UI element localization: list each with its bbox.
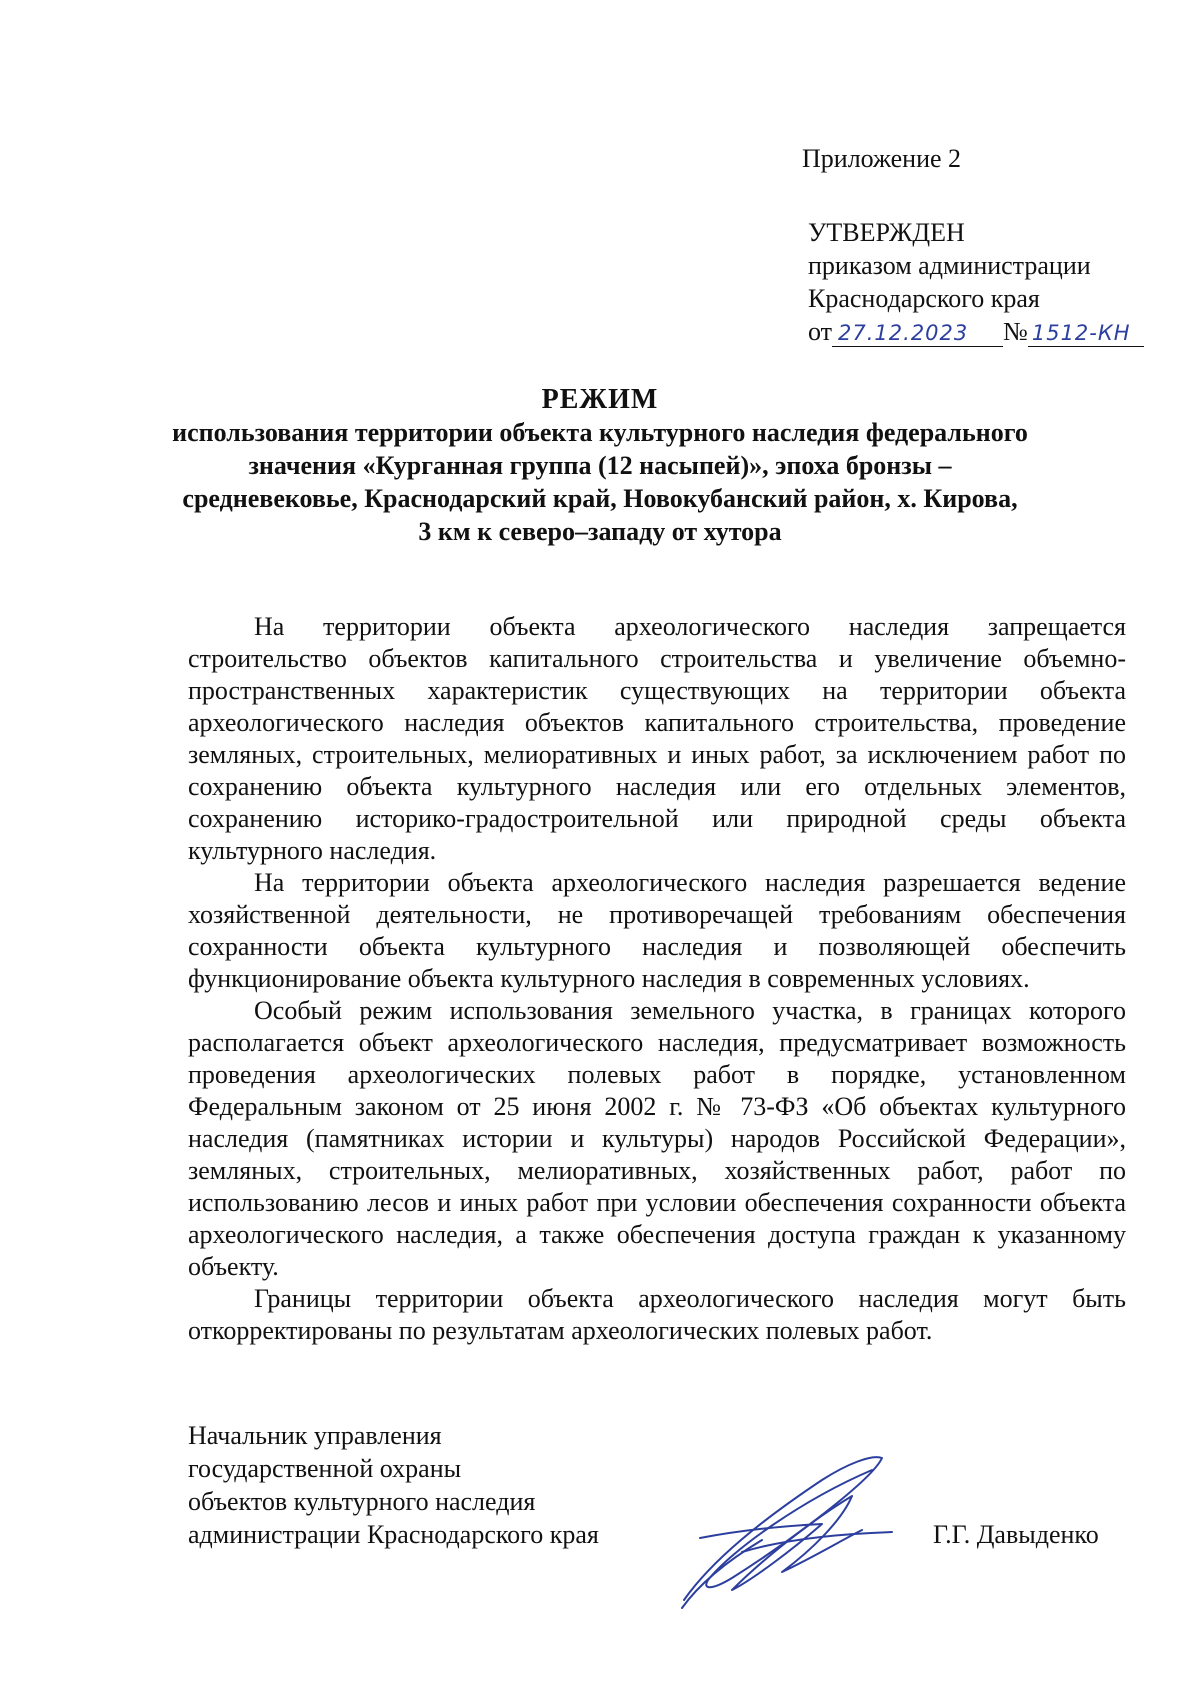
title-line-4: 3 км к северо–западу от хутора	[418, 517, 782, 546]
document-body	[188, 611, 1126, 1347]
date-prefix: от	[808, 317, 833, 346]
order-date-number	[808, 315, 1144, 348]
signer-position	[188, 1419, 599, 1551]
handwritten-signature	[672, 1440, 942, 1620]
order-number: 1512-КН	[1028, 320, 1144, 347]
title-line-2: значения «Курганная группа (12 насыпей)», эпоха бронзы –	[248, 451, 952, 480]
approved-by-order: приказом администрации	[808, 251, 1091, 280]
signer-line-4: администрации Краснодарского края	[188, 1520, 599, 1549]
title-line-1: использования территории объекта культурного наследия федерального	[172, 418, 1028, 447]
appendix-label: Приложение 2	[802, 144, 962, 173]
approval-block	[808, 216, 1144, 348]
signer-name: Г.Г. Давыденко	[933, 1520, 1099, 1549]
paragraph-4: Границы территории объекта археологического наследия могут быть откорректированы по результатам археологических полевых работ.	[188, 1284, 1126, 1345]
signer-line-3: объектов культурного наследия	[188, 1487, 536, 1516]
title-line-3: средневековье, Краснодарский край, Новокубанский район, х. Кирова,	[182, 484, 1018, 513]
signer-line-1: Начальник управления	[188, 1421, 442, 1450]
paragraph-2: На территории объекта археологического наследия разрешается ведение хозяйственной деятельности, не противоречащей требованиям обеспечения сохранности объекта культурного наследия и позволяющей обеспечить функционирование объекта культурного наследия в современных условиях.	[188, 868, 1126, 993]
approved-label: УТВЕРЖДЕН	[808, 218, 965, 247]
number-prefix: №	[1003, 317, 1028, 346]
signature-ink	[682, 1457, 892, 1608]
signer-line-2: государственной охраны	[188, 1454, 462, 1483]
approved-by-region: Краснодарского края	[808, 284, 1040, 313]
paragraph-1: На территории объекта археологического наследия запрещается строительство объектов капитального строительства и увеличение объемно-пространственных характеристик существующих на территории объекта археологического наследия объектов капитального строительства, проведение земляных, строительных, мелиоративных и иных работ, за исключением работ по сохранению объекта культурного наследия или его отдельных элементов, сохранению историко-градостроительной или природной среды объекта культурного наследия.	[188, 612, 1126, 865]
title-heading: РЕЖИМ	[541, 384, 659, 415]
order-date: 27.12.2023	[832, 320, 1003, 347]
paragraph-3: Особый режим использования земельного участка, в границах которого располагается объект археологического наследия, предусматривает возможность проведения археологических полевых работ в порядке, установленном Федеральным законом от 25 июня 2002 г. № 73-ФЗ «Об объектах культурного наследия (памятниках истории и культуры) народов Российской Федерации», земляных, строительных, мелиоративных, хозяйственных работ, работ по использованию лесов и иных работ при условии обеспечения сохранности объекта археологического наследия, а также обеспечения доступа граждан к указанному объекту.	[188, 996, 1126, 1281]
document-title	[150, 383, 1050, 548]
